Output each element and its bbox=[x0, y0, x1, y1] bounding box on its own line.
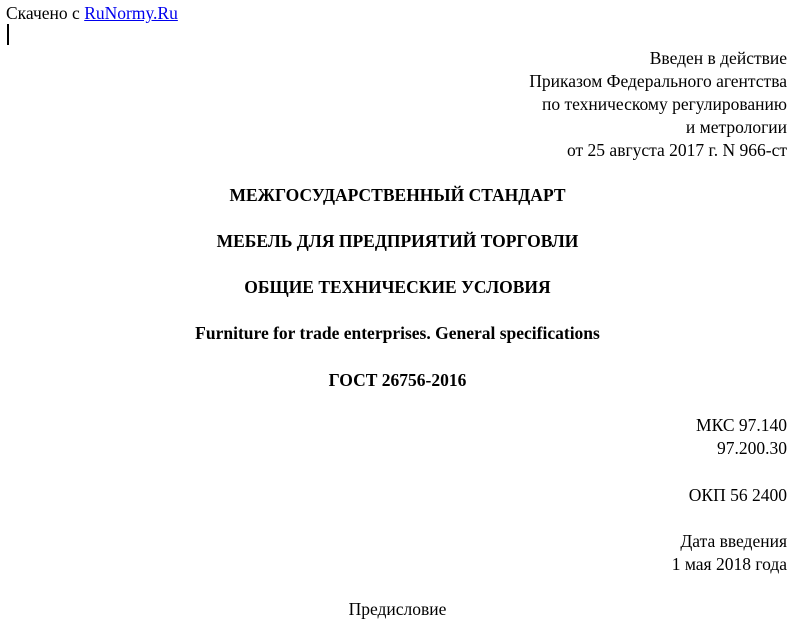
approval-line: от 25 августа 2017 г. N 966-ст bbox=[567, 140, 787, 160]
approval-line: Введен в действие bbox=[649, 48, 787, 68]
english-title: Furniture for trade enterprises. General specifications bbox=[195, 323, 600, 343]
mks-code-secondary: 97.200.30 bbox=[717, 438, 787, 458]
downloaded-prefix: Скачено с bbox=[6, 3, 80, 23]
document-title: МЕБЕЛЬ ДЛЯ ПРЕДПРИЯТИЙ ТОРГОВЛИ bbox=[216, 231, 579, 251]
download-source-line bbox=[6, 3, 178, 23]
effective-date-block bbox=[672, 530, 787, 576]
approval-block bbox=[529, 47, 787, 162]
effective-date: 1 мая 2018 года bbox=[671, 554, 787, 574]
text-cursor bbox=[7, 24, 9, 45]
approval-line: по техническому регулированию bbox=[541, 94, 787, 114]
mks-block bbox=[696, 414, 787, 460]
document-subtitle: ОБЩИЕ ТЕХНИЧЕСКИЕ УСЛОВИЯ bbox=[244, 277, 551, 297]
approval-line: и метрологии bbox=[685, 117, 787, 137]
approval-line: Приказом Федерального агентства bbox=[529, 71, 787, 91]
effective-date-label: Дата введения bbox=[680, 531, 787, 551]
standard-type: МЕЖГОСУДАРСТВЕННЫЙ СТАНДАРТ bbox=[229, 185, 566, 205]
source-link[interactable]: RuNormy.Ru bbox=[84, 3, 178, 23]
foreword-heading: Предисловие bbox=[348, 599, 447, 619]
standard-code: ГОСТ 26756-2016 bbox=[328, 370, 467, 390]
okp-code: ОКП 56 2400 bbox=[688, 485, 787, 505]
mks-code: МКС 97.140 bbox=[696, 415, 787, 435]
